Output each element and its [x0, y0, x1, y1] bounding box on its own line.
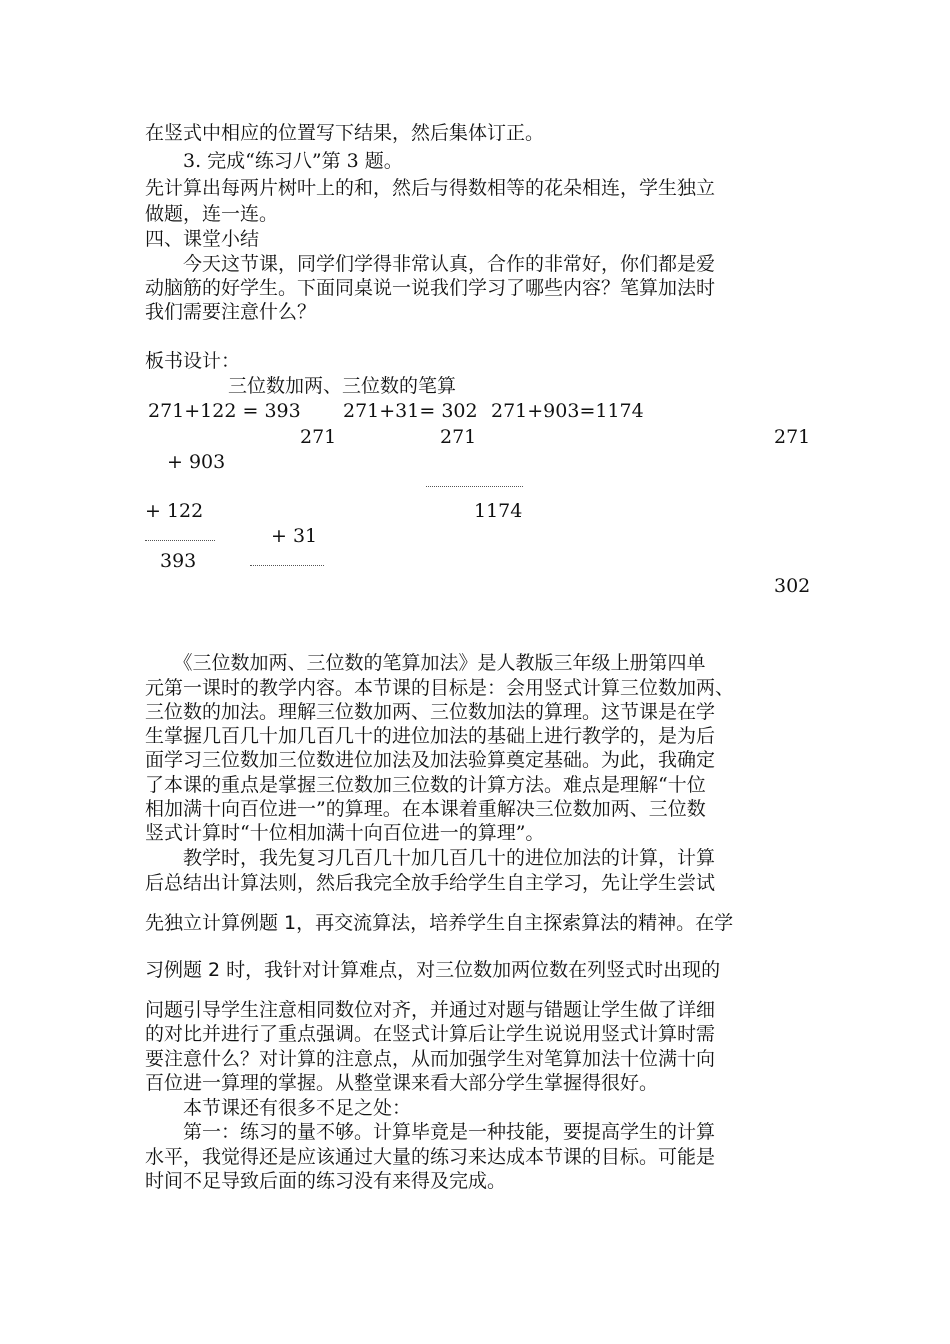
text-line: 本节课还有很多不足之处：: [145, 1097, 412, 1119]
vertical-addend-31: + 31: [271, 525, 318, 547]
text-line: 水平，我觉得还是应该通过大量的练习来达成本节课的目标。可能是: [145, 1146, 716, 1168]
text-line: 动脑筋的好学生。下面同桌说一说我们学习了哪些内容？笔算加法时: [145, 277, 716, 299]
text-line: 百位进一算理的掌握。从整堂课来看大部分学生掌握得很好。: [145, 1072, 659, 1094]
text-line: 《三位数加两、三位数的笔算加法》是人教版三年级上册第四单: [145, 652, 706, 674]
vertical-addend-903: + 903: [167, 451, 226, 473]
text-line: 生掌握几百几十加几百几十的进位加法的基础上进行教学的，是为后: [145, 725, 716, 747]
vertical-result-393: 393: [160, 550, 197, 572]
text-line: 时间不足导致后面的练习没有来得及完成。: [145, 1170, 507, 1192]
equation-3: 271+903=1174: [491, 400, 644, 422]
vertical-result-1174: 1174: [474, 500, 523, 522]
text-line: 习例题 2 时，我针对计算难点，对三位数加两位数在列竖式时出现的: [145, 959, 721, 981]
text-line: 后总结出计算法则，然后我完全放手给学生自主学习，先让学生尝试: [145, 872, 716, 894]
text-line: 在竖式中相应的位置写下结果，然后集体订正。: [145, 122, 545, 144]
vertical-addend-top: 271: [440, 426, 477, 448]
text-line: 面学习三位数加三位数进位加法及加法验算奠定基础。为此，我确定: [145, 749, 716, 771]
vertical-rule: [145, 540, 215, 541]
text-line: 要注意什么？对计算的注意点，从而加强学生对笔算加法十位满十向: [145, 1048, 716, 1070]
vertical-result-302: 302: [774, 575, 811, 597]
text-line: 先独立计算例题 1，再交流算法，培养学生自主探索算法的精神。在学: [145, 912, 734, 934]
text-line: 我们需要注意什么？: [145, 301, 317, 323]
board-title: 三位数加两、三位数的笔算: [228, 375, 457, 397]
text-line: 三位数的加法。理解三位数加两、三位数加法的算理。这节课是在学: [145, 701, 716, 723]
vertical-addend-122: + 122: [145, 500, 204, 522]
text-line: 先计算出每两片树叶上的和，然后与得数相等的花朵相连，学生独立: [145, 177, 716, 199]
equation-1: 271+122 = 393: [148, 400, 301, 422]
equation-2: 271+31= 302: [343, 400, 478, 422]
vertical-rule: [426, 486, 523, 487]
board-heading: 板书设计：: [145, 350, 241, 372]
vertical-rule: [250, 565, 324, 566]
text-line: 教学时，我先复习几百几十加几百几十的进位加法的计算，计算: [145, 847, 716, 869]
vertical-addend-top: 271: [300, 426, 337, 448]
text-line: 竖式计算时“十位相加满十向百位进一的算理”。: [145, 822, 545, 844]
text-line: 今天这节课，同学们学得非常认真，合作的非常好，你们都是爱: [145, 253, 716, 275]
text-line: 相加满十向百位进一”的算理。在本课着重解决三位数加两、三位数: [145, 798, 706, 820]
text-line: 了本课的重点是掌握三位数加三位数的计算方法。难点是理解“十位: [145, 774, 706, 796]
text-line: 元第一课时的教学内容。本节课的目标是：会用竖式计算三位数加两、: [145, 677, 735, 699]
text-line: 第一：练习的量不够。计算毕竟是一种技能，要提高学生的计算: [145, 1121, 716, 1143]
section-heading: 四、课堂小结: [145, 228, 260, 250]
text-line: 3. 完成“练习八”第 3 题。: [145, 150, 403, 172]
vertical-addend-top: 271: [774, 426, 811, 448]
text-line: 的对比并进行了重点强调。在竖式计算后让学生说说用竖式计算时需: [145, 1023, 716, 1045]
text-line: 做题，连一连。: [145, 203, 279, 225]
text-line: 问题引导学生注意相同数位对齐，并通过对题与错题让学生做了详细: [145, 999, 716, 1021]
